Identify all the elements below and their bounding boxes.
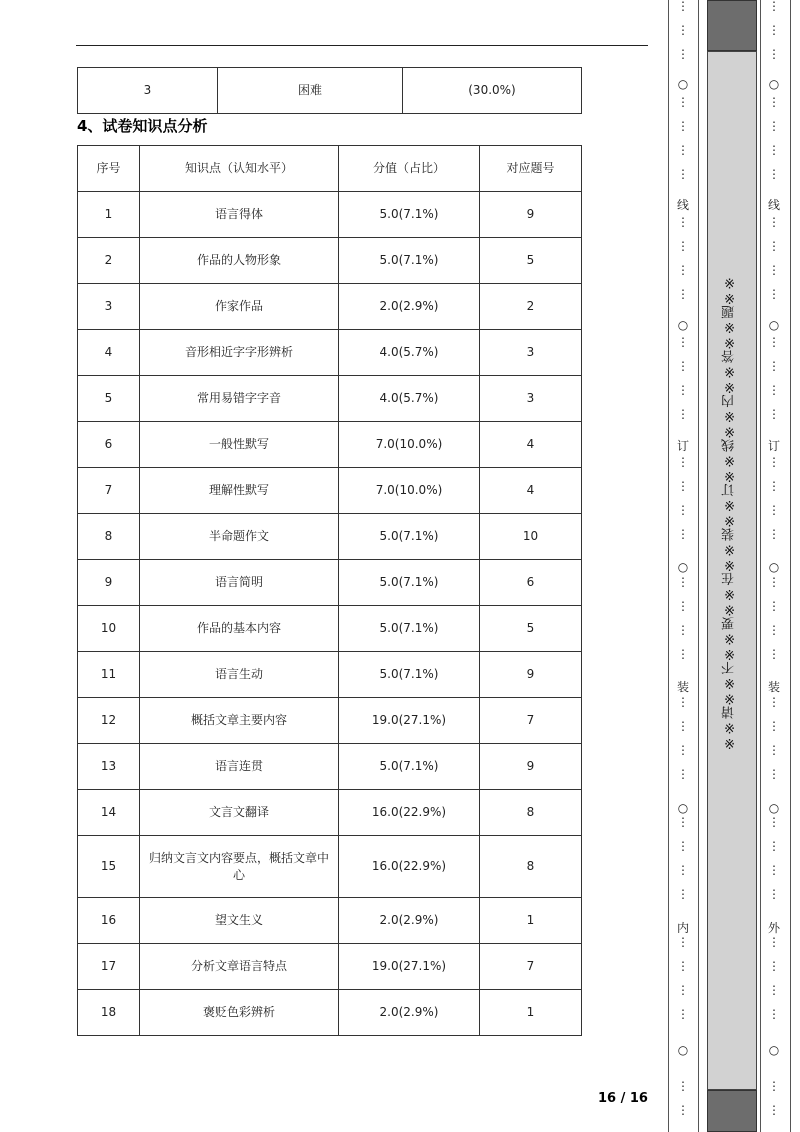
margin-dots: ⋮ — [677, 959, 689, 973]
row-number-cell: 12 — [78, 698, 140, 744]
margin-dots: ⋮ — [677, 383, 689, 397]
knowledge-point-cell: 理解性默写 — [140, 468, 339, 514]
question-number-cell: 7 — [480, 698, 582, 744]
margin-dots: ⋮ — [677, 215, 689, 229]
table-row — [78, 468, 582, 514]
knowledge-point-cell: 半命题作文 — [140, 514, 339, 560]
margin-dots: ⋮ — [768, 0, 780, 13]
margin-dots: ⋮ — [768, 839, 780, 853]
margin-dots: ⋮ — [677, 695, 689, 709]
margin-dots: ⋮ — [768, 239, 780, 253]
score-cell: 7.0(10.0%) — [339, 468, 480, 514]
margin-dots: ⋮ — [677, 479, 689, 493]
row-number-cell: 14 — [78, 790, 140, 836]
margin-dots: ⋮ — [768, 623, 780, 637]
question-number-cell: 9 — [480, 192, 582, 238]
score-cell: 19.0(27.1%) — [339, 698, 480, 744]
margin-dots: ⋮ — [768, 287, 780, 301]
score-cell: 5.0(7.1%) — [339, 744, 480, 790]
knowledge-point-cell: 语言简明 — [140, 560, 339, 606]
margin-dots: ⋮ — [768, 335, 780, 349]
table-row — [78, 652, 582, 698]
knowledge-point-cell: 语言生动 — [140, 652, 339, 698]
knowledge-point-cell: 分析文章语言特点 — [140, 944, 339, 990]
question-number-cell: 4 — [480, 468, 582, 514]
page-number: 16 / 16 — [598, 1091, 648, 1106]
margin-dots: ⋮ — [677, 863, 689, 877]
table-row — [78, 944, 582, 990]
score-cell: 7.0(10.0%) — [339, 422, 480, 468]
margin-dots: ⋮ — [677, 623, 689, 637]
margin-dots: ⋮ — [768, 719, 780, 733]
margin-dots: ⋮ — [677, 0, 689, 13]
margin-circle: ○ — [768, 801, 780, 815]
margin-dots: ⋮ — [677, 1007, 689, 1021]
margin-circle: ○ — [768, 318, 780, 332]
margin-circle: ○ — [677, 801, 689, 815]
score-cell: 4.0(5.7%) — [339, 376, 480, 422]
row-number-cell: 10 — [78, 606, 140, 652]
question-number-cell: 6 — [480, 560, 582, 606]
margin-dots: ⋮ — [677, 575, 689, 589]
margin-dots: ⋮ — [768, 527, 780, 541]
score-cell: 5.0(7.1%) — [339, 606, 480, 652]
margin-dots: ⋮ — [677, 839, 689, 853]
binding-notice: ※※请※※不※※要※※在※※装※※订※※线※※内※※答※※题※※ — [722, 274, 737, 750]
margin-circle: ○ — [768, 1043, 780, 1057]
margin-dots: ⋮ — [677, 887, 689, 901]
margin-dots: ⋮ — [677, 263, 689, 277]
margin-dots: ⋮ — [768, 479, 780, 493]
question-number-cell: 3 — [480, 330, 582, 376]
question-number-cell: 2 — [480, 284, 582, 330]
margin-rule — [790, 0, 791, 1132]
margin-dots: ⋮ — [768, 815, 780, 829]
knowledge-point-cell: 概括文章主要内容 — [140, 698, 339, 744]
row-number-cell: 2 — [78, 238, 140, 284]
margin-dots: ⋮ — [768, 863, 780, 877]
margin-dots: ⋮ — [768, 47, 780, 61]
margin-dots: ⋮ — [768, 575, 780, 589]
margin-dots: ⋮ — [677, 503, 689, 517]
row-number-cell: 18 — [78, 990, 140, 1036]
margin-dots: ⋮ — [768, 695, 780, 709]
margin-dots: ⋮ — [677, 47, 689, 61]
table-row — [78, 422, 582, 468]
margin-dots: ⋮ — [768, 959, 780, 973]
margin-dots: ⋮ — [677, 1079, 689, 1093]
margin-circle: ○ — [677, 77, 689, 91]
table-body — [78, 192, 582, 1036]
inner-margin-column — [675, 0, 691, 1132]
binding-block-top — [707, 0, 757, 51]
question-number-cell: 8 — [480, 836, 582, 898]
question-number-cell: 7 — [480, 944, 582, 990]
margin-dots: ⋮ — [677, 359, 689, 373]
row-number-cell: 16 — [78, 898, 140, 944]
score-cell: 2.0(2.9%) — [339, 284, 480, 330]
question-number-cell: 9 — [480, 652, 582, 698]
margin-dots: ⋮ — [677, 599, 689, 613]
margin-dots: ⋮ — [768, 215, 780, 229]
header-rule — [76, 45, 648, 46]
row-number-cell: 8 — [78, 514, 140, 560]
table-row — [78, 744, 582, 790]
margin-dots: ⋮ — [768, 23, 780, 37]
margin-label: 线 — [767, 198, 780, 212]
knowledge-point-cell: 望文生义 — [140, 898, 339, 944]
margin-dots: ⋮ — [677, 1103, 689, 1117]
table-row — [78, 898, 582, 944]
knowledge-point-cell: 音形相近字字形辨析 — [140, 330, 339, 376]
table-row — [78, 284, 582, 330]
table-row — [78, 68, 582, 114]
margin-dots: ⋮ — [677, 143, 689, 157]
margin-dots: ⋮ — [768, 455, 780, 469]
margin-circle: ○ — [677, 560, 689, 574]
margin-dots: ⋮ — [768, 767, 780, 781]
margin-dots: ⋮ — [768, 1007, 780, 1021]
score-cell: 5.0(7.1%) — [339, 238, 480, 284]
margin-rule — [698, 0, 699, 1132]
table-header-row — [78, 146, 582, 192]
margin-dots: ⋮ — [677, 335, 689, 349]
knowledge-point-cell: 归纳文言文内容要点，概括文章中心 — [140, 836, 339, 898]
column-header: 序号 — [78, 146, 140, 192]
margin-dots: ⋮ — [768, 407, 780, 421]
score-cell: 5.0(7.1%) — [339, 652, 480, 698]
margin-circle: ○ — [768, 560, 780, 574]
table-row — [78, 376, 582, 422]
score-cell: 16.0(22.9%) — [339, 836, 480, 898]
question-number-cell: 5 — [480, 238, 582, 284]
margin-dots: ⋮ — [677, 743, 689, 757]
margin-dots: ⋮ — [677, 767, 689, 781]
margin-circle: ○ — [768, 77, 780, 91]
margin-dots: ⋮ — [768, 167, 780, 181]
question-number-cell: 10 — [480, 514, 582, 560]
margin-label: 装 — [676, 680, 689, 694]
question-number-cell: 5 — [480, 606, 582, 652]
margin-label: 订 — [676, 439, 689, 453]
table-row — [78, 514, 582, 560]
row-number-cell: 13 — [78, 744, 140, 790]
margin-dots: ⋮ — [768, 359, 780, 373]
margin-dots: ⋮ — [677, 527, 689, 541]
margin-label: 订 — [767, 439, 780, 453]
margin-dots: ⋮ — [677, 167, 689, 181]
difficulty-ratio: (30.0%) — [403, 68, 582, 114]
margin-dots: ⋮ — [768, 647, 780, 661]
difficulty-no: 3 — [78, 68, 218, 114]
row-number-cell: 15 — [78, 836, 140, 898]
margin-label: 内 — [676, 921, 689, 935]
knowledge-point-cell: 常用易错字字音 — [140, 376, 339, 422]
score-cell: 2.0(2.9%) — [339, 990, 480, 1036]
outer-margin-column — [766, 0, 782, 1132]
difficulty-level: 困难 — [218, 68, 403, 114]
knowledge-point-cell: 一般性默写 — [140, 422, 339, 468]
margin-dots: ⋮ — [768, 935, 780, 949]
table-row — [78, 836, 582, 898]
question-number-cell: 4 — [480, 422, 582, 468]
difficulty-table — [77, 67, 582, 114]
table-row — [78, 330, 582, 376]
margin-dots: ⋮ — [768, 383, 780, 397]
margin-dots: ⋮ — [768, 143, 780, 157]
table-row — [78, 560, 582, 606]
row-number-cell: 17 — [78, 944, 140, 990]
table-row — [78, 990, 582, 1036]
knowledge-point-cell: 作品的人物形象 — [140, 238, 339, 284]
score-cell: 5.0(7.1%) — [339, 560, 480, 606]
table-row — [78, 192, 582, 238]
margin-dots: ⋮ — [768, 983, 780, 997]
row-number-cell: 6 — [78, 422, 140, 468]
score-cell: 19.0(27.1%) — [339, 944, 480, 990]
column-header: 分值（占比） — [339, 146, 480, 192]
row-number-cell: 7 — [78, 468, 140, 514]
knowledge-point-cell: 作家作品 — [140, 284, 339, 330]
score-cell: 4.0(5.7%) — [339, 330, 480, 376]
margin-rule — [668, 0, 669, 1132]
margin-dots: ⋮ — [677, 647, 689, 661]
knowledge-point-table — [77, 145, 582, 1036]
question-number-cell: 1 — [480, 990, 582, 1036]
table-row — [78, 698, 582, 744]
score-cell: 5.0(7.1%) — [339, 514, 480, 560]
margin-dots: ⋮ — [677, 719, 689, 733]
question-number-cell: 1 — [480, 898, 582, 944]
margin-rule — [760, 0, 761, 1132]
margin-label: 外 — [767, 921, 780, 935]
knowledge-point-cell: 语言得体 — [140, 192, 339, 238]
margin-label: 线 — [676, 198, 689, 212]
margin-dots: ⋮ — [677, 815, 689, 829]
knowledge-point-cell: 作品的基本内容 — [140, 606, 339, 652]
margin-dots: ⋮ — [768, 599, 780, 613]
margin-dots: ⋮ — [677, 935, 689, 949]
margin-dots: ⋮ — [768, 743, 780, 757]
margin-dots: ⋮ — [768, 263, 780, 277]
margin-dots: ⋮ — [677, 287, 689, 301]
table-row — [78, 606, 582, 652]
margin-dots: ⋮ — [768, 1103, 780, 1117]
column-header: 知识点（认知水平） — [140, 146, 339, 192]
margin-dots: ⋮ — [677, 983, 689, 997]
score-cell: 5.0(7.1%) — [339, 192, 480, 238]
row-number-cell: 9 — [78, 560, 140, 606]
margin-dots: ⋮ — [677, 95, 689, 109]
knowledge-point-cell: 文言文翻译 — [140, 790, 339, 836]
margin-circle: ○ — [677, 1043, 689, 1057]
score-cell: 2.0(2.9%) — [339, 898, 480, 944]
question-number-cell: 9 — [480, 744, 582, 790]
row-number-cell: 3 — [78, 284, 140, 330]
margin-dots: ⋮ — [677, 239, 689, 253]
margin-dots: ⋮ — [768, 95, 780, 109]
margin-dots: ⋮ — [677, 407, 689, 421]
score-cell: 16.0(22.9%) — [339, 790, 480, 836]
margin-dots: ⋮ — [768, 887, 780, 901]
margin-dots: ⋮ — [677, 455, 689, 469]
column-header: 对应题号 — [480, 146, 582, 192]
row-number-cell: 5 — [78, 376, 140, 422]
knowledge-point-cell: 褒贬色彩辨析 — [140, 990, 339, 1036]
binding-block-bottom — [707, 1090, 757, 1132]
question-number-cell: 3 — [480, 376, 582, 422]
margin-dots: ⋮ — [677, 119, 689, 133]
margin-dots: ⋮ — [768, 503, 780, 517]
margin-dots: ⋮ — [768, 119, 780, 133]
margin-circle: ○ — [677, 318, 689, 332]
row-number-cell: 11 — [78, 652, 140, 698]
margin-label: 装 — [767, 680, 780, 694]
section-title: 4、试卷知识点分析 — [77, 117, 208, 135]
question-number-cell: 8 — [480, 790, 582, 836]
row-number-cell: 1 — [78, 192, 140, 238]
table-row — [78, 238, 582, 284]
margin-dots: ⋮ — [677, 23, 689, 37]
margin-dots: ⋮ — [768, 1079, 780, 1093]
table-row — [78, 790, 582, 836]
row-number-cell: 4 — [78, 330, 140, 376]
knowledge-point-cell: 语言连贯 — [140, 744, 339, 790]
